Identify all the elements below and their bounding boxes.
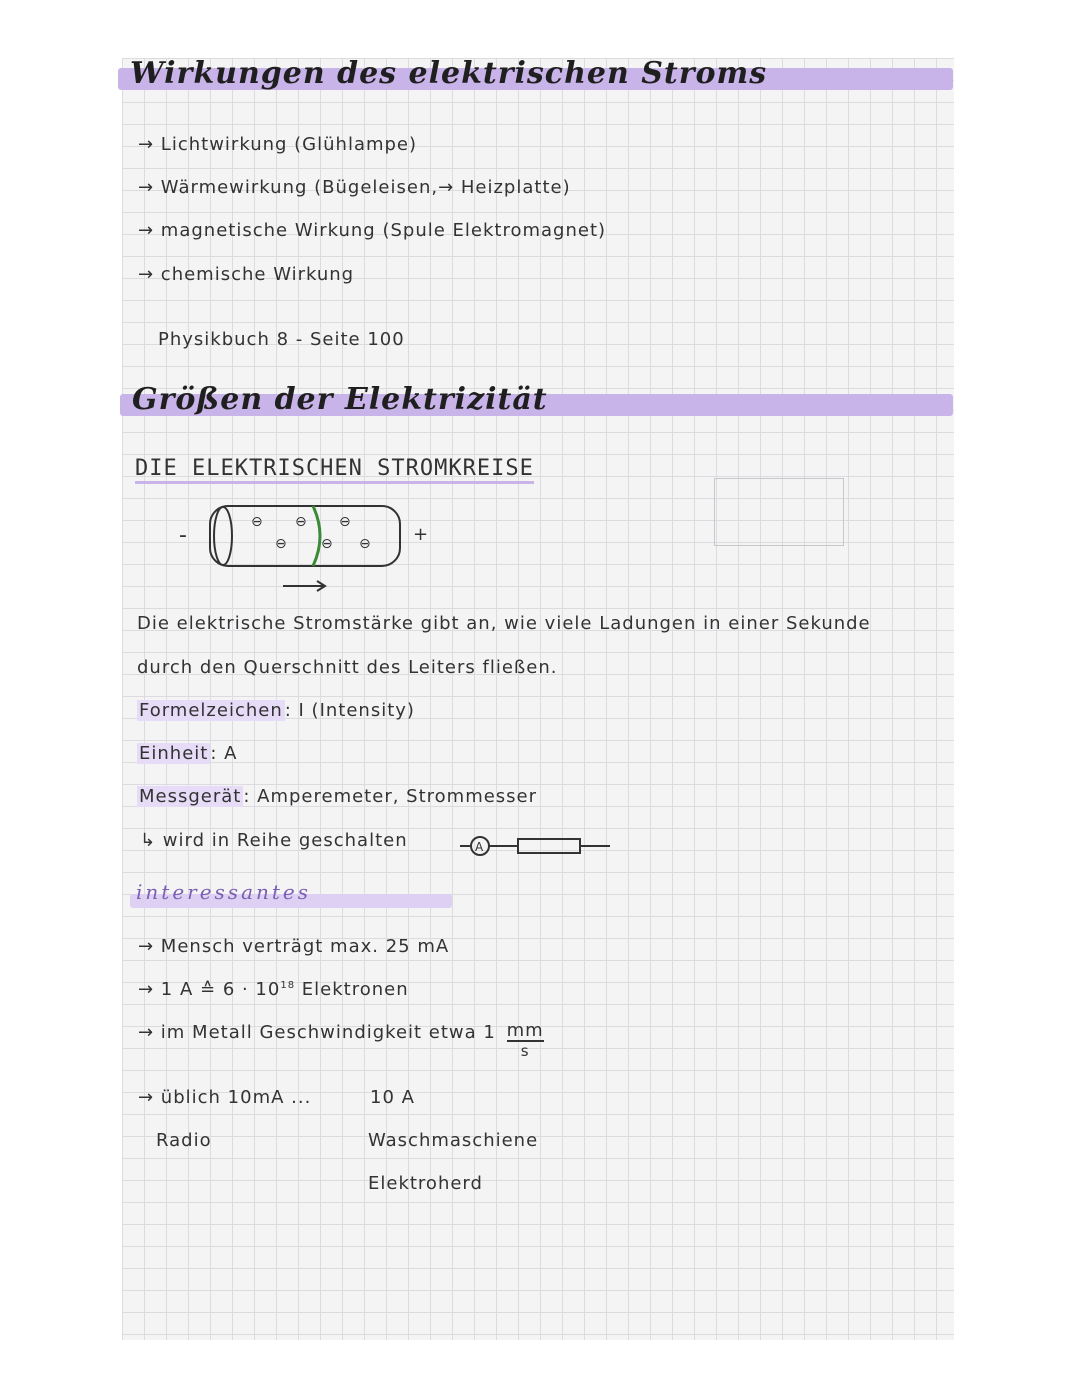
fact-electrons-rest: Elektronen <box>295 979 409 1000</box>
measuring-device-value: : Amperemeter, Strommesser <box>243 786 538 807</box>
effect-item-chemical: → chemische Wirkung <box>138 264 355 285</box>
empty-box-drawing <box>714 478 844 546</box>
unit-row <box>137 743 237 764</box>
speed-fraction <box>507 1022 544 1060</box>
tube-end-ellipse <box>214 507 232 565</box>
ammeter-circuit-symbol <box>460 832 620 860</box>
fact-electrons-per-ampere <box>138 979 409 1000</box>
electron-symbol: ⊖ <box>295 514 307 530</box>
series-connection-note: ↳ wird in Reihe geschalten <box>140 830 408 851</box>
fact-human-tolerance: → Mensch verträgt max. 25 mA <box>138 936 450 957</box>
fact-speed-text: → im Metall Geschwindigkeit etwa 1 <box>138 1022 496 1043</box>
minus-sign: - <box>179 523 187 548</box>
definition-line-1: Die elektrische Stromstärke gibt an, wie viele Ladungen in einer Sekunde <box>137 613 871 634</box>
conductor-diagram <box>175 496 435 596</box>
resistor-symbol <box>518 839 580 853</box>
typical-range-high: 10 A <box>370 1087 415 1108</box>
fact-electrons-exponent: 18 <box>280 980 296 991</box>
unit-value: : A <box>210 743 238 764</box>
example-stove: Elektroherd <box>368 1173 483 1194</box>
example-washing-machine: Waschmaschiene <box>368 1130 539 1151</box>
fact-electrons-text: → 1 A ≙ 6 · 10 <box>138 979 281 1000</box>
fraction-denominator: s <box>520 1042 530 1060</box>
electron-symbol: ⊖ <box>321 536 333 552</box>
effect-item-magnetic: → magnetische Wirkung (Spule Elektromagnet) <box>138 220 607 241</box>
subsection-title: DIE ELEKTRISCHEN STROMKREISE <box>135 456 534 484</box>
section1-title: Wirkungen des elektrischen Stroms <box>130 56 768 91</box>
definition-line-2: durch den Querschnitt des Leiters fließen. <box>137 657 558 678</box>
electron-symbol: ⊖ <box>251 514 263 530</box>
formula-value: : I (Intensity) <box>284 700 415 721</box>
ammeter-letter: A <box>475 840 484 854</box>
interesting-title: interessantes <box>136 880 312 904</box>
electron-symbol: ⊖ <box>339 514 351 530</box>
book-reference: Physikbuch 8 - Seite 100 <box>158 329 405 350</box>
effect-item-heat: → Wärmewirkung (Bügeleisen,→ Heizplatte) <box>138 177 571 198</box>
fact-metal-speed <box>138 1022 544 1060</box>
typical-range-low: → üblich 10mA ... <box>138 1087 312 1108</box>
electron-symbol: ⊖ <box>275 536 287 552</box>
electron-symbol: ⊖ <box>359 536 371 552</box>
fraction-numerator: mm <box>506 1020 544 1041</box>
measuring-device-label: Messgerät <box>139 786 242 807</box>
section2-title: Größen der Elektrizität <box>132 382 548 417</box>
formula-symbol-row <box>137 700 415 721</box>
cross-section-line <box>313 506 320 566</box>
effect-item-light: → Lichtwirkung (Glühlampe) <box>138 134 418 155</box>
unit-label: Einheit <box>139 743 209 764</box>
measuring-device-row <box>137 786 537 807</box>
formula-label: Formelzeichen <box>139 700 283 721</box>
example-radio: Radio <box>156 1130 212 1151</box>
plus-sign: + <box>413 524 429 545</box>
